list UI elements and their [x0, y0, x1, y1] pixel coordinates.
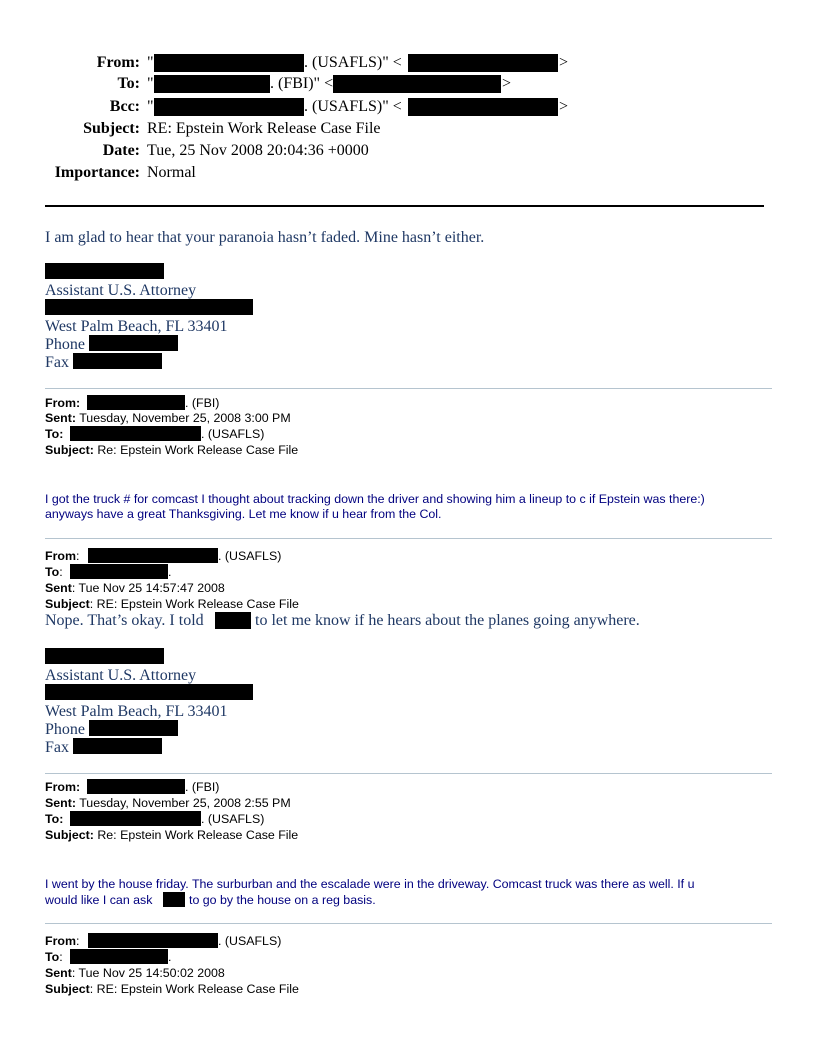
- meta-to-label: To: [45, 565, 60, 579]
- redaction-block: [73, 738, 162, 754]
- header-subject-label: Subject:: [83, 120, 140, 137]
- redaction-block: [87, 395, 185, 410]
- header-date-label: Date:: [102, 142, 140, 159]
- header-bcc-quote: ": [147, 98, 154, 115]
- meta-to-suffix: .: [168, 950, 172, 964]
- redaction-block: [408, 54, 558, 72]
- meta-from-label: From: [45, 934, 76, 948]
- meta-from-label: From:: [45, 396, 81, 410]
- redaction-block: [88, 933, 218, 948]
- message-body-line: I got the truck # for comcast I thought about tracking down the driver and showing him a lineup to c if Epstein was there:): [45, 492, 705, 506]
- redaction-block: [73, 353, 162, 369]
- message-separator: [45, 923, 772, 924]
- message-separator: [45, 388, 772, 389]
- meta-subject-label: Subject:: [45, 443, 94, 457]
- meta-from-suffix: . (USAFLS): [218, 549, 282, 563]
- header-to-quote: ": [147, 75, 154, 92]
- meta-subject-value: RE: Epstein Work Release Case File: [96, 597, 299, 611]
- meta-sent-value: Tue Nov 25 14:57:47 2008: [78, 581, 225, 595]
- signature-phone-label: Phone: [45, 721, 85, 738]
- meta-sent-label: Sent:: [45, 796, 76, 810]
- header-from-quote: ": [147, 54, 154, 71]
- meta-to-suffix: . (USAFLS): [201, 427, 265, 441]
- signature-title: Assistant U.S. Attorney: [45, 667, 197, 684]
- meta-to-suffix: .: [168, 565, 172, 579]
- header-subject-value: RE: Epstein Work Release Case File: [147, 120, 381, 137]
- redaction-block: [87, 779, 185, 794]
- signature-city: West Palm Beach, FL 33401: [45, 703, 228, 720]
- redaction-block: [45, 263, 164, 279]
- redaction-block: [70, 811, 201, 826]
- redaction-block: [333, 75, 501, 93]
- meta-to-label: To:: [45, 427, 64, 441]
- redaction-block: [45, 299, 253, 315]
- message-separator: [45, 538, 772, 539]
- meta-subject-label: Subject: [45, 982, 90, 996]
- message-body-before: would like I can ask: [45, 893, 153, 907]
- meta-from-suffix: . (USAFLS): [218, 934, 282, 948]
- meta-sent-label: Sent:: [45, 411, 76, 425]
- redaction-block: [89, 720, 178, 736]
- redaction-block: [408, 98, 558, 116]
- header-to-close: >: [502, 75, 512, 92]
- header-date-value: Tue, 25 Nov 2008 20:04:36 +0000: [147, 142, 369, 159]
- redaction-block: [45, 684, 253, 700]
- message-body-after: to go by the house on a reg basis.: [189, 893, 376, 907]
- signature-fax-label: Fax: [45, 739, 69, 756]
- redaction-block: [89, 335, 178, 351]
- redaction-block: [154, 98, 304, 116]
- meta-from-label: From: [45, 549, 76, 563]
- redaction-block: [163, 892, 185, 907]
- meta-subject-value: Re: Epstein Work Release Case File: [97, 443, 299, 457]
- header-from-suffix: . (USAFLS)" <: [304, 54, 402, 71]
- meta-to-label: To:: [45, 812, 64, 826]
- redaction-block: [70, 949, 168, 964]
- header-importance-value: Normal: [147, 164, 196, 181]
- meta-sent-label: Sent: [45, 966, 72, 980]
- message-body: I am glad to hear that your paranoia hasn’t faded. Mine hasn’t either.: [45, 229, 485, 246]
- signature-fax-label: Fax: [45, 354, 69, 371]
- redaction-block: [45, 648, 164, 664]
- message-separator: [45, 773, 772, 774]
- redaction-block: [154, 75, 270, 93]
- message-body-line: I went by the house friday. The surburban and the escalade were in the driveway. Comcast truck was there as well. If u: [45, 877, 695, 891]
- header-bcc-suffix: . (USAFLS)" <: [304, 98, 402, 115]
- signature-city: West Palm Beach, FL 33401: [45, 318, 228, 335]
- signature-phone-label: Phone: [45, 336, 85, 353]
- redaction-block: [215, 612, 251, 629]
- redaction-block: [154, 54, 304, 72]
- meta-to-suffix: . (USAFLS): [201, 812, 265, 826]
- header-to-label: To:: [117, 75, 140, 92]
- meta-subject-label: Subject:: [45, 828, 94, 842]
- header-from-close: >: [559, 54, 569, 71]
- header-to-suffix: . (FBI)" <: [270, 75, 334, 92]
- meta-subject-value: Re: Epstein Work Release Case File: [97, 828, 299, 842]
- header-from-label: From:: [96, 54, 140, 71]
- redaction-block: [70, 426, 201, 441]
- meta-from-suffix: . (FBI): [185, 780, 220, 794]
- signature-title: Assistant U.S. Attorney: [45, 282, 197, 299]
- redaction-block: [88, 548, 218, 563]
- meta-to-label: To: [45, 950, 60, 964]
- header-bcc-label: Bcc:: [109, 98, 140, 115]
- redaction-block: [70, 564, 168, 579]
- meta-sent-value: Tuesday, November 25, 2008 3:00 PM: [79, 411, 291, 425]
- message-body-line: anyways have a great Thanksgiving. Let me know if u hear from the Col.: [45, 507, 442, 521]
- message-body-after: to let me know if he hears about the planes going anywhere.: [255, 612, 640, 629]
- meta-subject-value: RE: Epstein Work Release Case File: [96, 982, 299, 996]
- header-divider: [45, 205, 764, 207]
- header-bcc-close: >: [559, 98, 569, 115]
- meta-subject-label: Subject: [45, 597, 90, 611]
- meta-from-label: From:: [45, 780, 81, 794]
- meta-sent-label: Sent: [45, 581, 72, 595]
- header-importance-label: Importance:: [54, 164, 140, 181]
- message-body-before: Nope. That’s okay. I told: [45, 612, 204, 629]
- meta-sent-value: Tuesday, November 25, 2008 2:55 PM: [79, 796, 291, 810]
- meta-from-suffix: . (FBI): [185, 396, 220, 410]
- meta-sent-value: Tue Nov 25 14:50:02 2008: [78, 966, 225, 980]
